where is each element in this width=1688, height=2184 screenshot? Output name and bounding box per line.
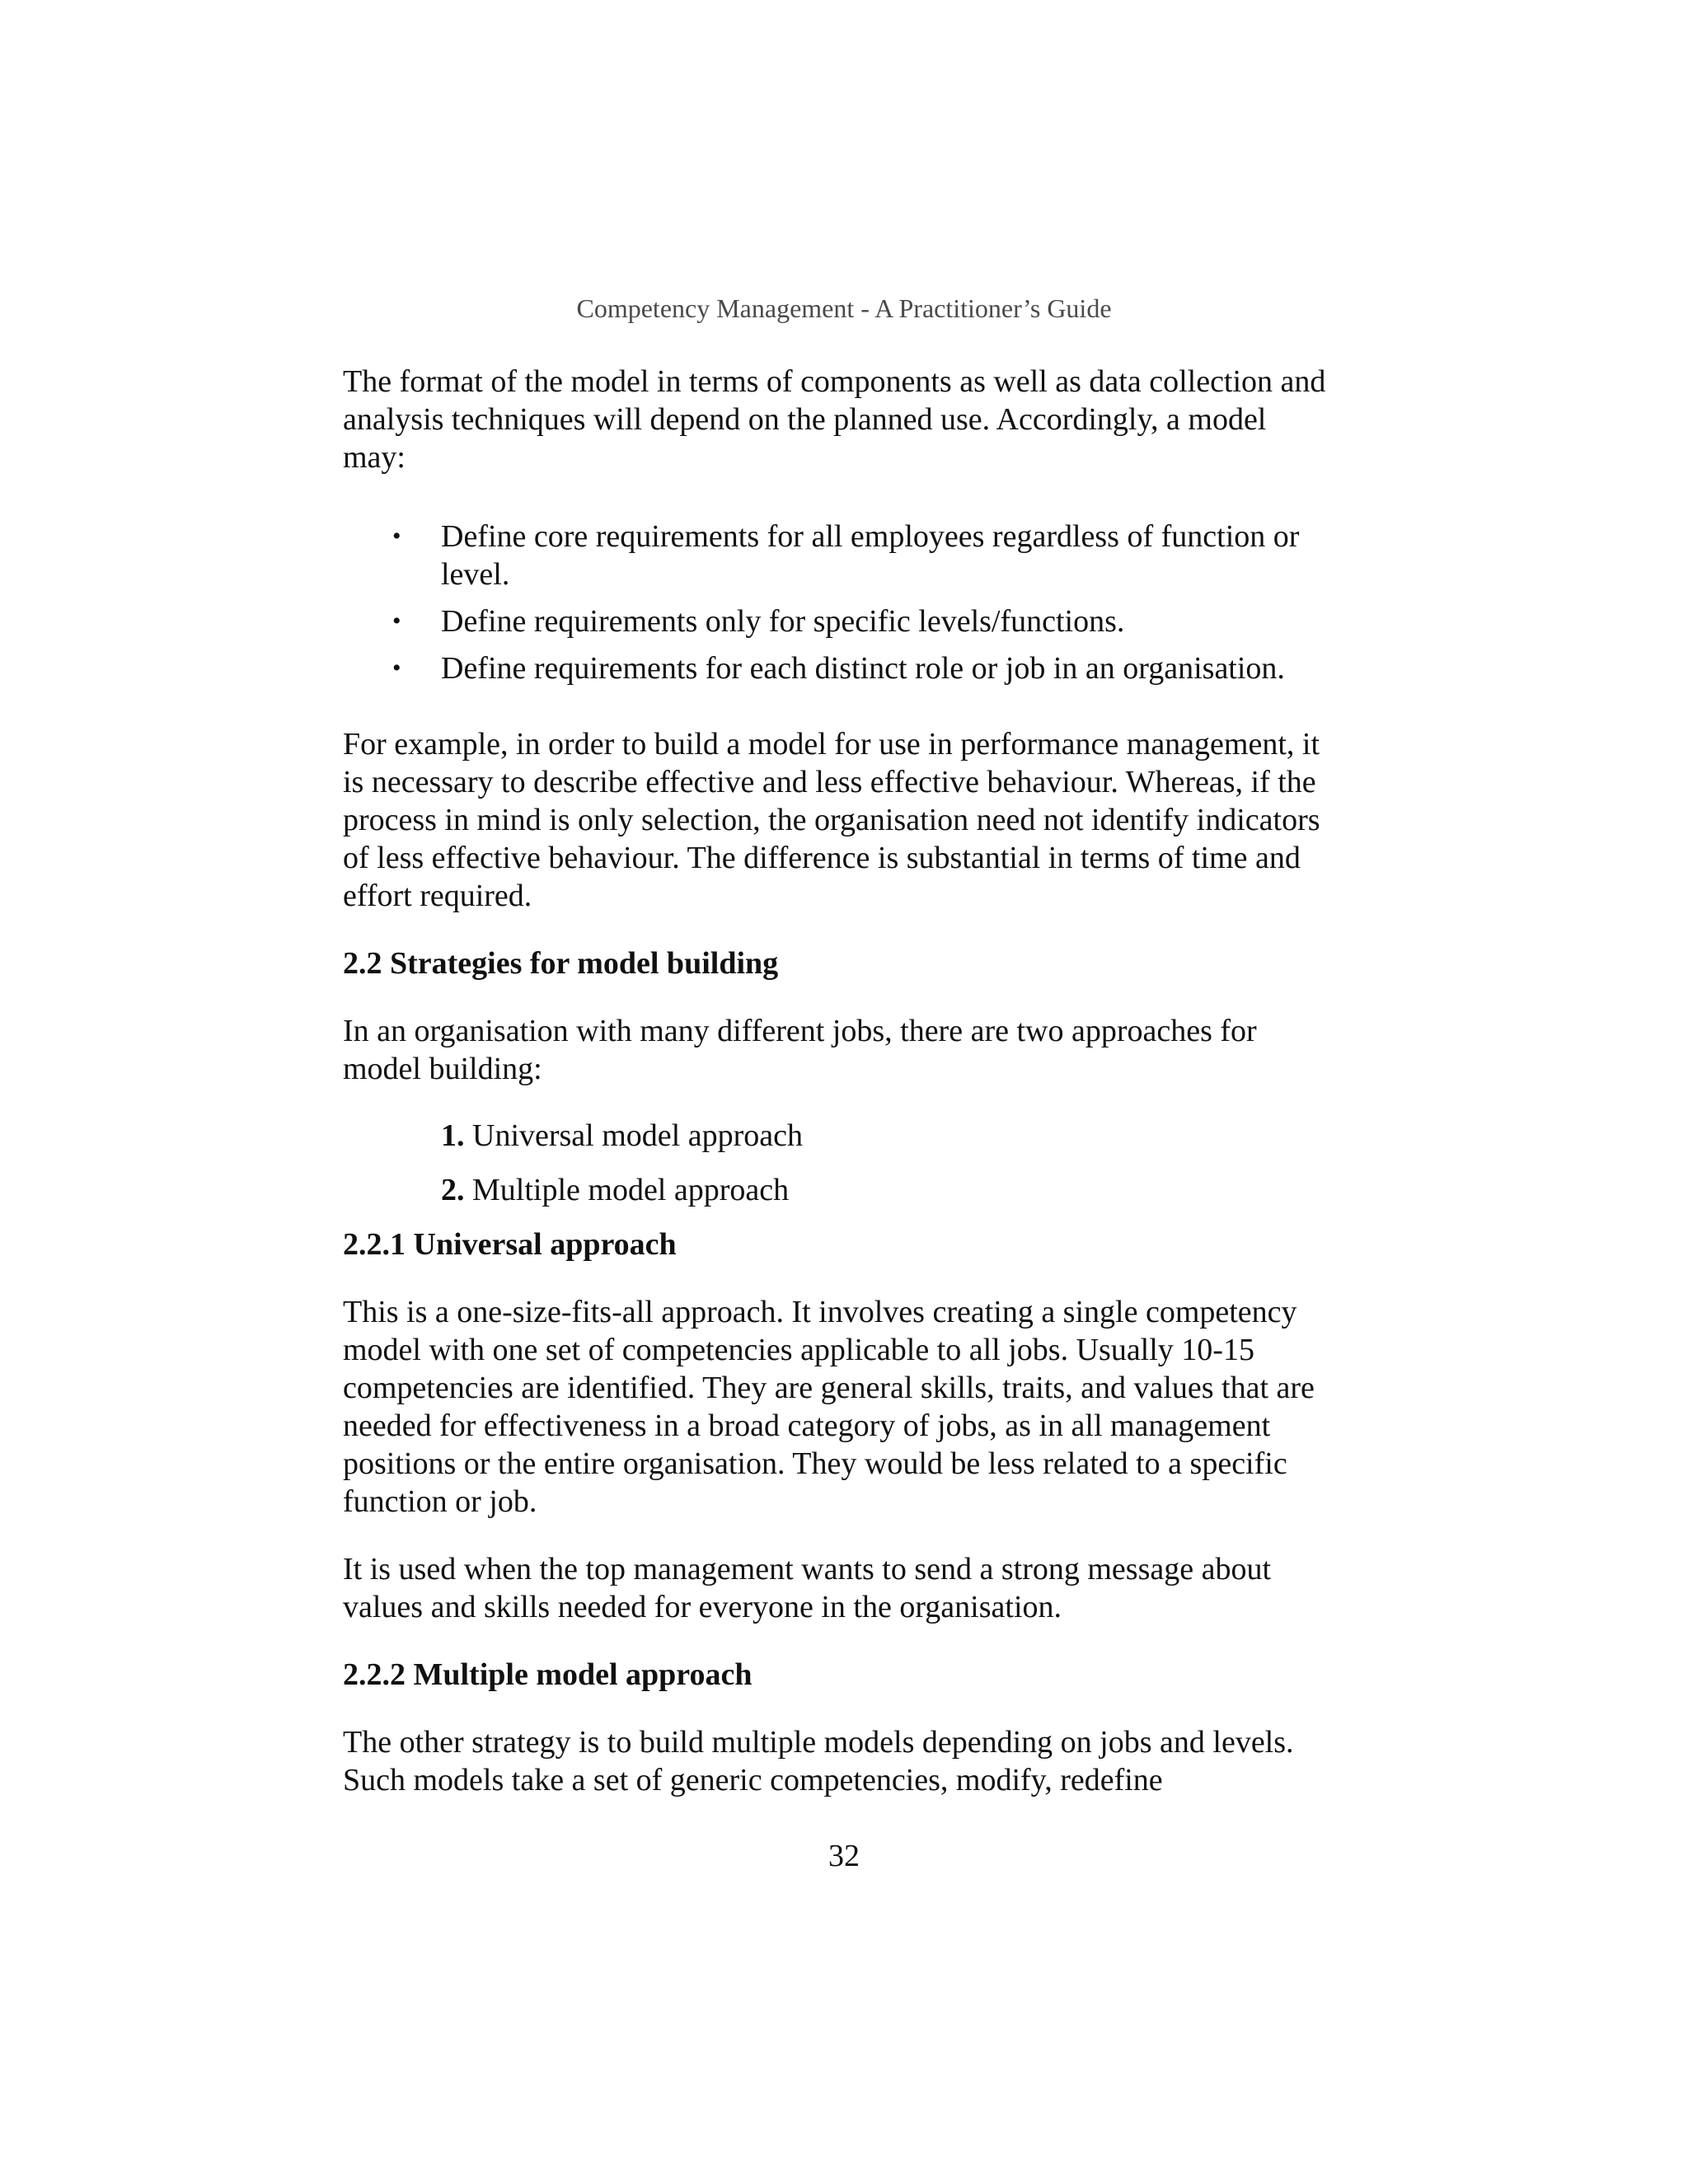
list-item-text: Universal model approach	[472, 1118, 803, 1153]
section-heading-2-2-1: 2.2.1 Universal approach	[343, 1227, 677, 1262]
universal-approach-paragraph: This is a one-size-fits-all approach. It involves creating a single competency model with one set of competencies applicable to all jobs. Usually 10-15 competencies are identified. They are general skills, traits, and values that are needed for effectiveness in a broad category of jobs, as in all management positions or the entire organisation. They would be less related to a specific function or job.	[343, 1295, 1315, 1519]
list-item	[343, 649, 1332, 687]
requirements-bullet-list	[343, 518, 1332, 687]
list-item-number: 2.	[441, 1173, 465, 1207]
list-item	[343, 602, 1332, 640]
list-item-text: Define core requirements for all employees regardless of function or level.	[441, 519, 1300, 592]
list-item	[343, 1117, 1332, 1155]
running-header: Competency Management - A Practitioner’s Guide	[576, 293, 1112, 323]
section-heading-2-2: 2.2 Strategies for model building	[343, 946, 779, 981]
section-heading-2-2-2: 2.2.2 Multiple model approach	[343, 1657, 753, 1692]
list-item-text: Define requirements only for specific levels/functions.	[441, 604, 1125, 639]
list-item	[343, 1171, 1332, 1209]
example-paragraph: For example, in order to build a model for use in performance management, it is necessary to describe effective and less effective behaviour. Whereas, if the process in mind is only selection, the organisation need not identify indicators of less effective behaviour. The difference is substantial in terms of time and effort required.	[343, 727, 1320, 913]
approaches-numbered-list	[343, 1117, 1332, 1209]
page-body	[343, 363, 1332, 1799]
list-item	[343, 518, 1332, 593]
bullet-icon: •	[392, 523, 401, 550]
list-item-number: 1.	[441, 1118, 465, 1153]
bullet-icon: •	[392, 607, 401, 635]
page-number: 32	[828, 1839, 860, 1873]
multiple-approach-paragraph: The other strategy is to build multiple models depending on jobs and levels. Such models take a set of generic competencies, modify, redefine	[343, 1725, 1294, 1797]
intro-paragraph: The format of the model in terms of components as well as data collection and analysis techniques will depend on the planned use. Accordingly, a model may:	[343, 364, 1326, 475]
list-item-text: Define requirements for each distinct role or job in an organisation.	[441, 651, 1285, 686]
approaches-paragraph: In an organisation with many different jobs, there are two approaches for model building:	[343, 1014, 1257, 1086]
list-item-text: Multiple model approach	[472, 1173, 790, 1207]
bullet-icon: •	[392, 654, 401, 682]
universal-usage-paragraph: It is used when the top management wants to send a strong message about values and skills needed for everyone in the organisation.	[343, 1552, 1272, 1624]
